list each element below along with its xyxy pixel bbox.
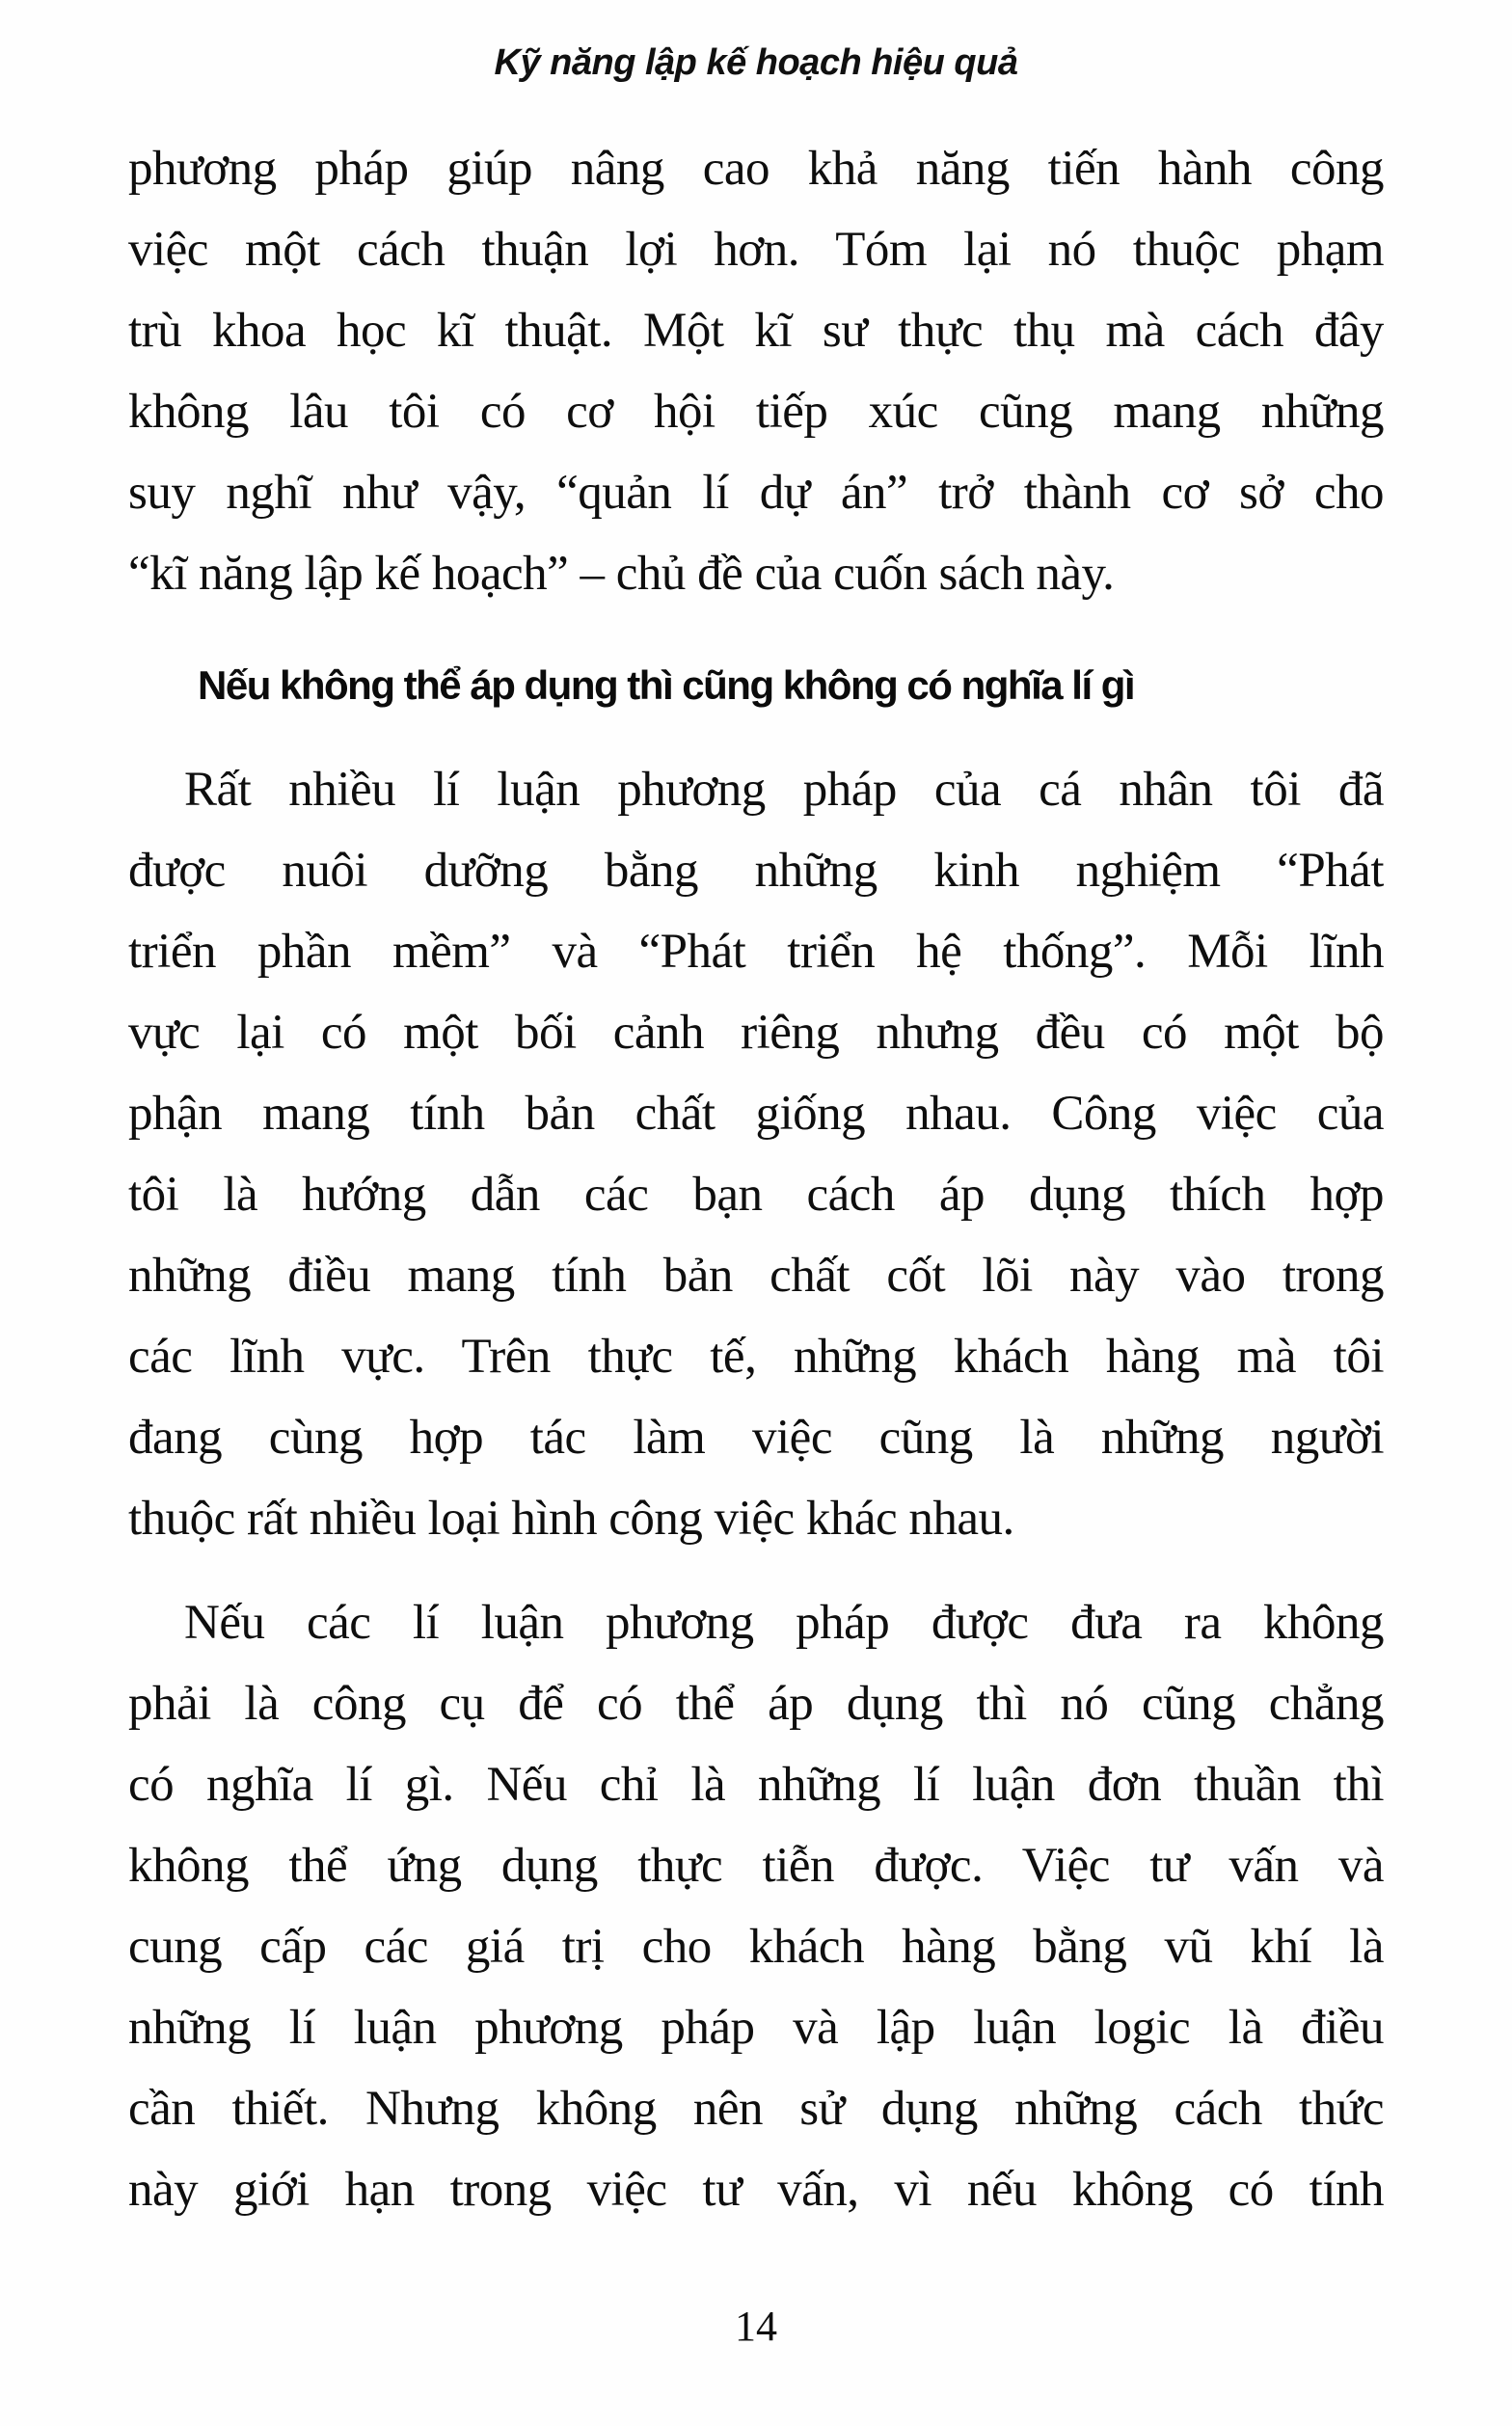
text-line: tôi là hướng dẫn các bạn cách áp dụng thích hợp [128,1168,1384,1222]
text-line: không thể ứng dụng thực tiễn được. Việc tư vấn và [128,1839,1384,1893]
text-line: phận mang tính bản chất giống nhau. Công việc của [128,1087,1384,1141]
page-number: 14 [735,2303,777,2350]
text-line: này giới hạn trong việc tư vấn, vì nếu không có tính [128,2163,1384,2217]
paragraph-3 [128,1582,1384,2230]
text-column [128,128,1384,2230]
text-line: việc một cách thuận lợi hơn. Tóm lại nó thuộc phạm [128,223,1384,277]
text-line: thuộc rất nhiều loại hình công việc khác nhau. [128,1492,1014,1546]
text-line: cung cấp các giá trị cho khách hàng bằng vũ khí là [128,1920,1384,1974]
text-line: Rất nhiều lí luận phương pháp của cá nhân tôi đã [184,763,1384,817]
text-line: phải là công cụ để có thể áp dụng thì nó cũng chẳng [128,1677,1384,1731]
text-line: được nuôi dưỡng bằng những kinh nghiệm “Phát [128,844,1384,898]
text-line: không lâu tôi có cơ hội tiếp xúc cũng mang những [128,385,1384,439]
running-head-title: Kỹ năng lập kế hoạch hiệu quả [494,42,1018,83]
text-line: Nếu các lí luận phương pháp được đưa ra không [184,1596,1384,1650]
text-line: vực lại có một bối cảnh riêng nhưng đều có một bộ [128,1006,1384,1060]
text-line: phương pháp giúp nâng cao khả năng tiến hành công [128,142,1384,196]
text-line: suy nghĩ như vậy, “quản lí dự án” trở thành cơ sở cho [128,466,1384,520]
text-line: những lí luận phương pháp và lập luận logic là điều [128,2001,1384,2055]
text-line: đang cùng hợp tác làm việc cũng là những người [128,1411,1384,1465]
text-line: có nghĩa lí gì. Nếu chỉ là những lí luận đơn thuần thì [128,1758,1384,1812]
text-line: các lĩnh vực. Trên thực tế, những khách hàng mà tôi [128,1330,1384,1384]
section-heading: Nếu không thể áp dụng thì cũng không có nghĩa lí gì [198,662,1135,708]
text-line: “kĩ năng lập kế hoạch” – chủ đề của cuốn sách này. [128,547,1115,601]
text-line: trù khoa học kĩ thuật. Một kĩ sư thực thụ mà cách đây [128,304,1384,358]
text-line: cần thiết. Nhưng không nên sử dụng những cách thức [128,2082,1384,2136]
paragraph-1 [128,128,1384,614]
text-line: những điều mang tính bản chất cốt lõi này vào trong [128,1249,1384,1303]
paragraph-2 [128,749,1384,1559]
text-line: triển phần mềm” và “Phát triển hệ thống”. Mỗi lĩnh [128,925,1384,979]
